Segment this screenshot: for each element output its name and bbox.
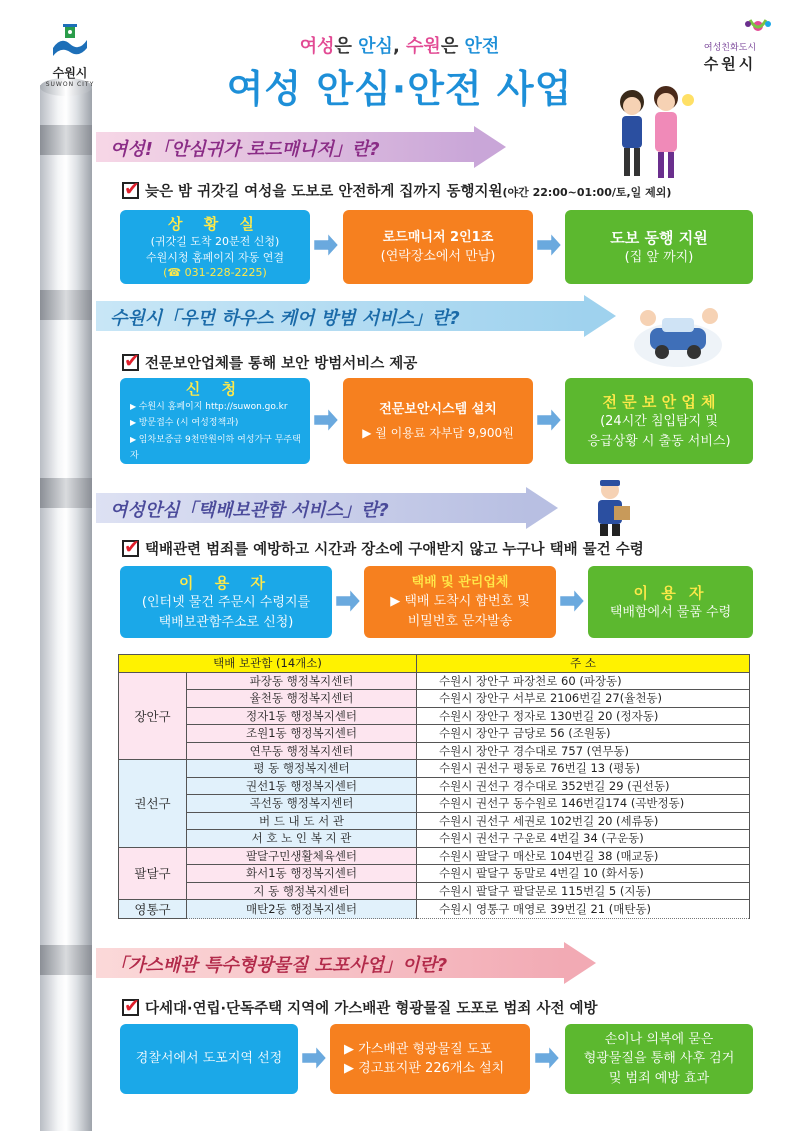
box-line: ▶ 월 이용료 자부담 9,900원 (362, 426, 514, 441)
arrow-right-icon (314, 409, 338, 431)
arrow-right-icon (560, 590, 584, 612)
district-cell: 팔달구 (119, 847, 187, 900)
district-cell: 영통구 (119, 900, 187, 919)
address-cell: 수원시 장안구 금당로 56 (조원동) (417, 725, 750, 743)
address-cell: 수원시 권선구 구운로 4번길 34 (구운동) (417, 830, 750, 848)
address-cell: 수원시 영통구 매영로 39번길 21 (매탄동) (417, 900, 750, 919)
address-cell: 수원시 팔달구 팔달문로 115번길 5 (지동) (417, 882, 750, 900)
box-line: (인터넷 물건 주문시 수령지를 (141, 595, 311, 610)
address-cell: 수원시 팔달구 동말로 4번길 10 (화서동) (417, 865, 750, 883)
logo-right-name: 수원시 (703, 55, 757, 73)
banner-text: 「가스배관 특수형광물질 도포사업」이란? (110, 955, 448, 976)
facility-cell: 팔달구민생활체육센터 (187, 847, 417, 865)
table-header-address: 주 소 (417, 655, 750, 673)
check-text: 다세대·연립·단독주택 지역에 가스배관 형광물질 도포로 범죄 사전 예방 (145, 1001, 598, 1017)
subtitle-part: 수원 (406, 36, 441, 57)
box-line: 응급상황 시 출동 서비스) (587, 433, 731, 449)
address-cell: 수원시 권선구 동수원로 146번길174 (곡반정동) (417, 795, 750, 813)
box-line: 택배함에서 물품 수령 (609, 604, 732, 620)
check-text: 전문보안업체를 통해 보안 방범서비스 제공 (145, 356, 418, 372)
box-line: 비밀번호 문자발송 (407, 613, 513, 629)
address-cell: 수원시 장안구 경수대로 757 (연무동) (417, 742, 750, 760)
box-line: (연락장소에서 만남) (380, 249, 496, 264)
box-title: 로드매니저 2인1조 (382, 229, 494, 245)
facility-cell: 정자1동 행정복지센터 (187, 707, 417, 725)
arrow-right-icon (302, 1047, 326, 1069)
box-title: 도보 동행 지원 (610, 228, 708, 247)
banner-text: 수원시「우먼 하우스 케어 방범 서비스」란? (110, 308, 460, 329)
box-line: 택배보관함주소로 신청) (158, 614, 294, 630)
box-title: 이 용 자 (633, 583, 708, 602)
box-line: ▶ 경고표지판 226개소 설치 (344, 1061, 505, 1076)
address-cell: 수원시 장안구 서부로 2106번길 27(율천동) (417, 690, 750, 708)
address-cell: 수원시 권선구 세권로 102번길 20 (세류동) (417, 812, 750, 830)
arrow-right-icon (537, 234, 561, 256)
box-line: (집 앞 까지) (624, 249, 694, 265)
facility-cell: 화서1동 행정복지센터 (187, 865, 417, 883)
box-title: 택배 및 관리업체 (411, 574, 509, 590)
facility-cell: 평 동 행정복지센터 (187, 760, 417, 778)
box-line: 및 범죄 예방 효과 (608, 1070, 710, 1086)
address-cell: 수원시 장안구 파장천로 60 (파장동) (417, 672, 750, 690)
arrow-right-icon (537, 409, 561, 431)
arrow-right-icon (314, 234, 338, 256)
logo-left-name: 수원시 (52, 66, 88, 80)
address-cell: 수원시 장안구 정자로 130번길 20 (정자동) (417, 707, 750, 725)
box-line: (귀갓길 도착 20분전 신청) (150, 235, 280, 249)
box-title: 전 문 보 안 업 체 (602, 393, 716, 411)
box-title: 상 황 실 (168, 215, 262, 234)
banner-text: 여성!「안심귀가 로드매니저」란? (110, 139, 380, 160)
address-cell: 수원시 권선구 경수대로 352번길 29 (권선동) (417, 777, 750, 795)
box-title: 신 청 (185, 380, 245, 399)
box-line: (24시간 침입탐지 및 (600, 414, 718, 429)
subtitle-part: 은 (440, 36, 465, 57)
list-item: ▶ 수원시 홈페이지 http://suwon.go.kr (130, 399, 304, 415)
arrow-right-icon (336, 590, 360, 612)
facility-cell: 매탄2동 행정복지센터 (187, 900, 417, 919)
subtitle-part: 안전 (464, 36, 500, 57)
list-item: ▶ 방문접수 (시 여성정책과) (130, 415, 304, 431)
facility-cell: 지 동 행정복지센터 (187, 882, 417, 900)
facility-cell: 권선1동 행정복지센터 (187, 777, 417, 795)
box-line: 손이나 의복에 묻은 (604, 1031, 714, 1047)
check-note: (야간 22:00~01:00/토,일 제외) (502, 186, 672, 199)
subtitle-part: , (392, 36, 407, 57)
box-title: 전문보안시스템 설치 (379, 401, 497, 417)
subtitle-part: 은 (334, 36, 359, 57)
box-line: 경찰서에서 도포지역 선정 (135, 1051, 283, 1067)
district-cell: 장안구 (119, 672, 187, 760)
facility-cell: 버 드 내 도 서 관 (187, 812, 417, 830)
subtitle-part: 안심 (358, 36, 393, 57)
address-cell: 수원시 팔달구 매산로 104번길 38 (매교동) (417, 847, 750, 865)
facility-cell: 연무동 행정복지센터 (187, 742, 417, 760)
logo-right-tag: 여성친화도시 (703, 43, 757, 53)
facility-cell: 파장동 행정복지센터 (187, 672, 417, 690)
facility-cell: 곡선동 행정복지센터 (187, 795, 417, 813)
subtitle-part: 여성 (299, 36, 335, 57)
page-title: 여성 안심·안전 사업 (226, 67, 573, 111)
table-header-locker: 택배 보관함 (14개소) (119, 655, 417, 673)
check-text: 늦은 밤 귀갓길 여성을 도보로 안전하게 집까지 동행지원 (145, 184, 503, 200)
banner-text: 여성안심「택배보관함 서비스」란? (110, 500, 389, 521)
district-cell: 권선구 (119, 760, 187, 848)
address-cell: 수원시 권선구 평동로 76번길 13 (평동) (417, 760, 750, 778)
box-line: (☎ 031-228-2225) (163, 266, 267, 280)
check-text: 택배관련 범죄를 예방하고 시간과 장소에 구애받지 않고 누구나 택배 물건 수령 (145, 542, 644, 558)
facility-cell: 율천동 행정복지센터 (187, 690, 417, 708)
box-title: 이 용 자 (179, 574, 273, 592)
facility-cell: 서 호 노 인 복 지 관 (187, 830, 417, 848)
box-line: 수원시청 홈페이지 자동 연결 (145, 250, 284, 264)
box-line: ▶ 가스배관 형광물질 도포 (344, 1041, 492, 1057)
arrow-right-icon (535, 1047, 559, 1069)
list-item: ▶ 임차보증금 9천만원이하 여성가구 무주택자 (130, 432, 304, 464)
facility-cell: 조원1동 행정복지센터 (187, 725, 417, 743)
logo-left-sub: SUWON CITY (45, 81, 95, 88)
box-line: ▶ 택배 도착시 함번호 및 (390, 594, 530, 610)
box-line: 형광물질을 통해 사후 검거 (583, 1051, 735, 1067)
